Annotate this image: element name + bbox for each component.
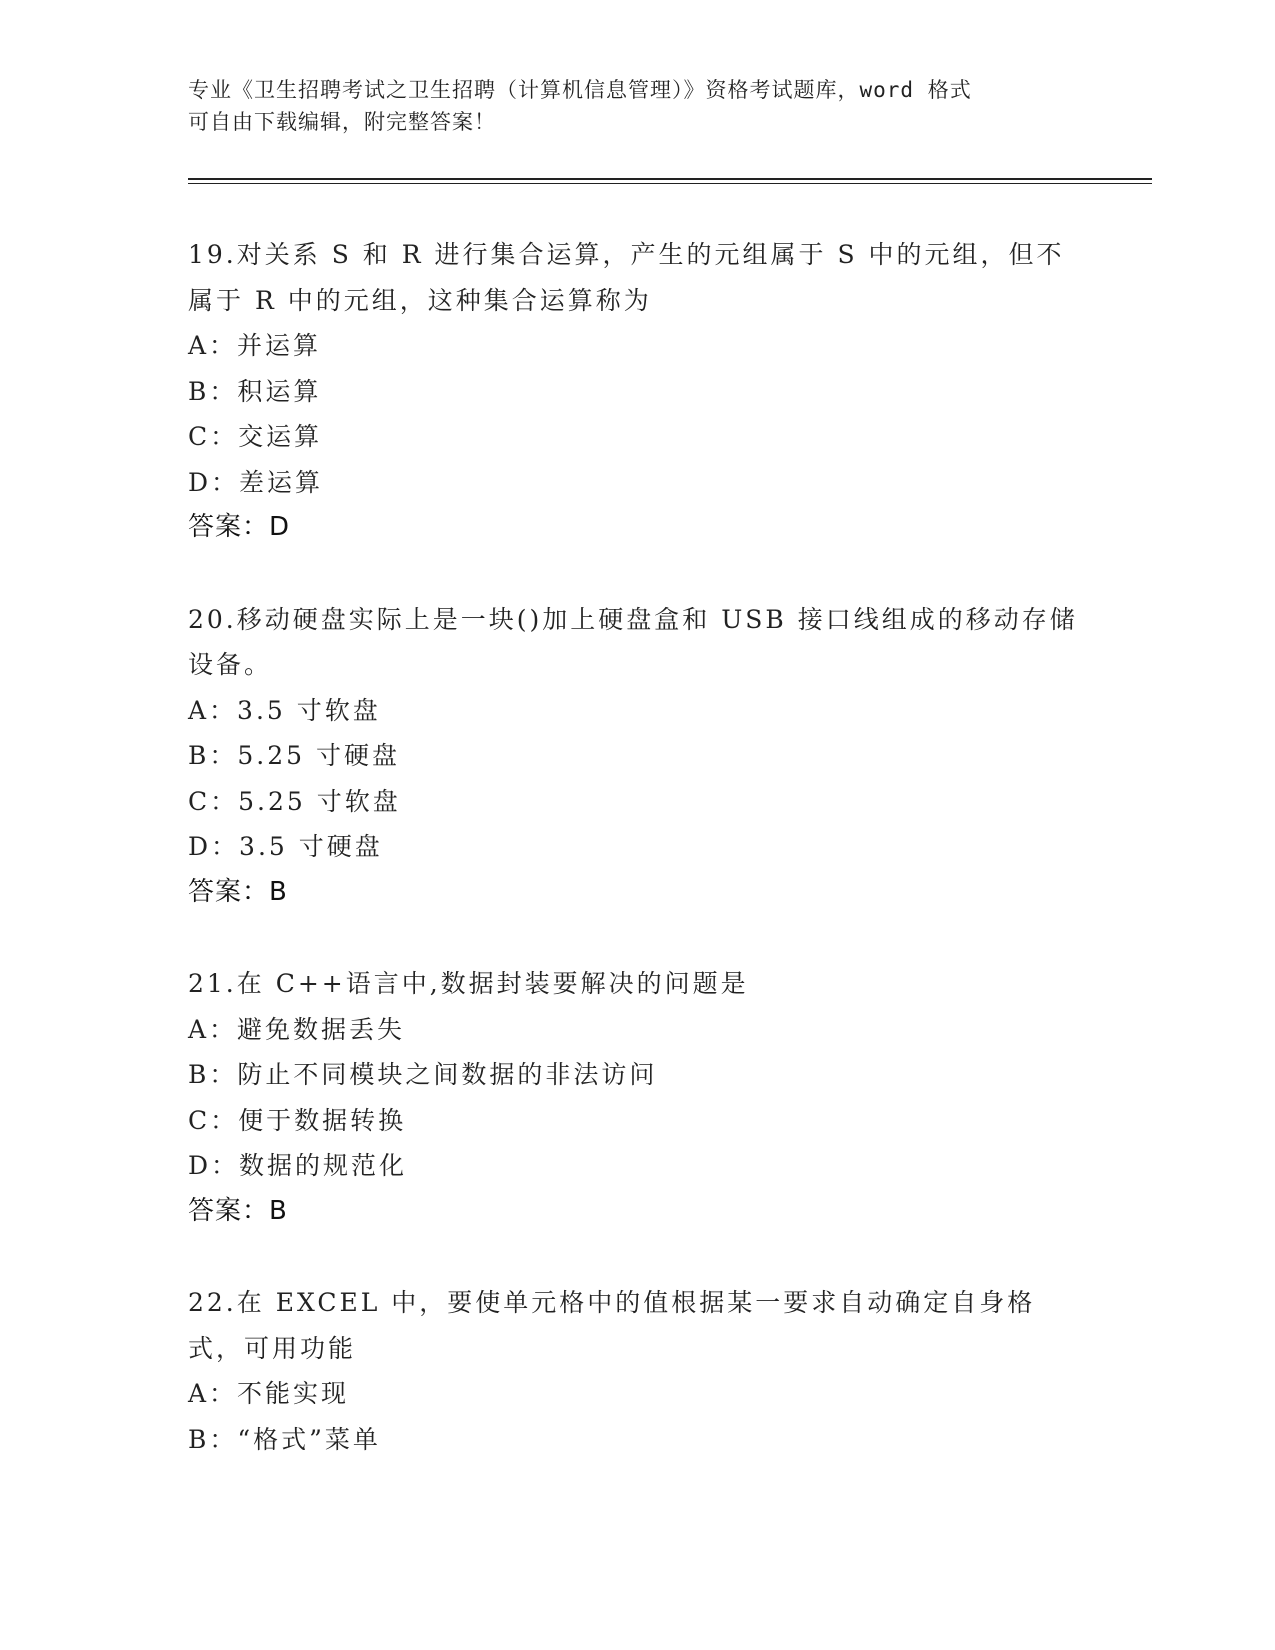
question-list <box>188 232 1088 1508</box>
question-text: 20.移动硬盘实际上是一块()加上硬盘盒和 USB 接口线组成的移动存储设备。 <box>188 604 1078 679</box>
question-21 <box>188 961 1088 1234</box>
answer-line: 答案：B <box>188 1195 288 1226</box>
question-text: 22.在 EXCEL 中，要使单元格中的值根据某一要求自动确定自身格式，可用功能 <box>188 1288 1036 1363</box>
option-b: B：积运算 <box>188 376 322 406</box>
option-c: C：便于数据转换 <box>188 1105 407 1135</box>
option-b: B：“格式”菜单 <box>188 1424 381 1454</box>
answer-line: 答案：D <box>188 512 291 542</box>
option-b: B：防止不同模块之间数据的非法访问 <box>188 1060 658 1089</box>
answer-line: 答案：B <box>188 876 288 907</box>
option-a: A：3.5 寸软盘 <box>188 695 381 725</box>
option-d: D：差运算 <box>188 467 324 497</box>
question-22 <box>188 1280 1088 1462</box>
option-a: A：不能实现 <box>188 1379 350 1408</box>
document-header <box>188 74 1088 138</box>
header-line-2: 可自由下载编辑，附完整答案！ <box>188 110 496 134</box>
option-c: C：交运算 <box>188 422 323 451</box>
question-text: 21.在 C++语言中,数据封装要解决的问题是 <box>188 969 749 998</box>
header-divider-thin <box>188 183 1152 184</box>
option-a: A：并运算 <box>188 331 322 360</box>
question-text: 19.对关系 S 和 R 进行集合运算，产生的元组属于 S 中的元组，但不属于 R 中的元组，这种集合运算称为 <box>188 240 1065 315</box>
option-c: C：5.25 寸软盘 <box>188 786 401 816</box>
header-line-1: 专业《卫生招聘考试之卫生招聘（计算机信息管理）》资格考试题库，word 格式 <box>188 78 972 102</box>
question-20 <box>188 597 1088 916</box>
question-19 <box>188 232 1088 551</box>
option-a: A：避免数据丢失 <box>188 1014 406 1044</box>
option-b: B：5.25 寸硬盘 <box>188 741 400 770</box>
header-divider-thick <box>188 178 1152 180</box>
option-d: D：数据的规范化 <box>188 1151 408 1180</box>
option-d: D：3.5 寸硬盘 <box>188 832 383 861</box>
